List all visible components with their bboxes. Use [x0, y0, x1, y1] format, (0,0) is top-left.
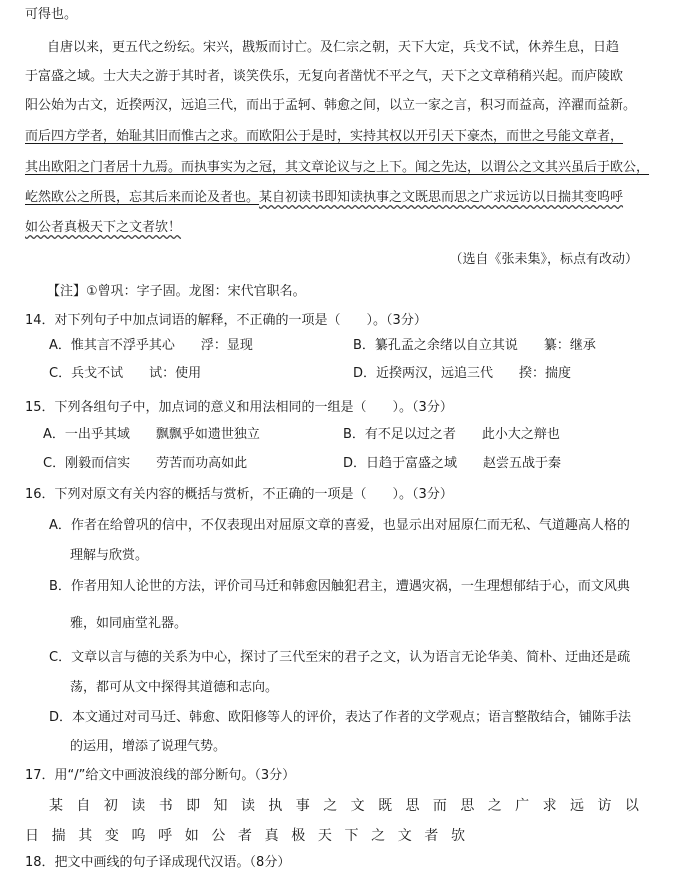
q16-option-d-cont: 的运用，增添了说理气势。 — [70, 739, 227, 754]
q16-option-a: A．作者在给曾巩的信中，不仅表现出对屈原文章的喜爱，也显示出对屈原仁而无私、气道趣高人格的 — [49, 518, 630, 533]
sentence-char: 初 — [103, 798, 118, 814]
underlined-line-1: 其出欧阳之门者居十九焉。而执事实为之冠，其文章论议与之上下。闻之先达，以谓公之文其兴虽后于欧公， — [25, 160, 650, 175]
q17-stem: 17．用“/”给文中画波浪线的部分断句。（3分） — [25, 768, 296, 783]
passage-line-2: 于富盛之域。士大夫之游于其时者，谈笑佚乐，无复向者凿忧不平之气，天下之文章稍稍兴起。而庐陵欧 — [25, 69, 624, 84]
sentence-char: 读 — [240, 798, 255, 814]
q16-option-c: C．文章以言与德的关系为中心，探讨了三代至宋的君子之文，认为语言无论华美、简朴、迂曲还是疏 — [49, 650, 631, 665]
sentence-char: 变 — [104, 828, 119, 844]
sentence-char: 真 — [264, 828, 279, 844]
passage-line-7 — [25, 218, 181, 238]
sentence-char: 之 — [323, 798, 338, 814]
sentence-char: 极 — [291, 828, 306, 844]
sentence-char: 之 — [371, 828, 386, 844]
sentence-char: 呼 — [158, 828, 173, 844]
q14-option-a: A．惟其言不浮乎其心 浮：显现 — [49, 338, 253, 353]
q16-option-b-cont: 雅，如同庙堂礼器。 — [70, 616, 188, 631]
q14-stem: 14．对下列句子中加点词语的解释，不正确的一项是（ ）。（3分） — [25, 313, 427, 328]
sentence-char: 下 — [344, 828, 359, 844]
q14-option-b: B．纂孔孟之余绪以自立其说 纂：继承 — [353, 338, 596, 353]
sentence-char: 而 — [432, 798, 447, 814]
sentence-char: 远 — [570, 798, 585, 814]
sentence-char: 文 — [350, 798, 365, 814]
sentence-char: 事 — [295, 798, 310, 814]
passage-line-3: 阳公始为古文，近揆两汉，远追三代，而出于孟轲、韩愈之间，以立一家之言，积习而益高，淬濯而益新。 — [25, 98, 637, 113]
sentence-char: 书 — [158, 798, 173, 814]
q16-option-a-cont: 理解与欣赏。 — [70, 548, 149, 563]
sentence-char: 执 — [268, 798, 283, 814]
sentence-char: 某 — [49, 798, 63, 814]
passage-line-6 — [25, 188, 623, 208]
sentence-char: 知 — [213, 798, 228, 814]
sentence-char: 自 — [76, 798, 91, 814]
sentence-char: 求 — [542, 798, 557, 814]
q14-option-d: D．近揆两汉，远追三代 揆：揣度 — [353, 366, 572, 381]
passage-line-1: 自唐以来，更五代之纷纭。宋兴，戡叛而讨亡。及仁宗之朝，天下大定，兵戈不试，休养生息，日趋 — [47, 40, 620, 55]
wavy-text: 某自初读书即知读执事之文既思而思之广求远访以日揣其变呜呼 — [259, 190, 624, 205]
q18-stem: 18．把文中画线的句子译成现代汉语。（8分） — [25, 855, 291, 870]
sentence-char: 如 — [184, 828, 199, 844]
q14-option-c: C．兵戈不试 试：使用 — [49, 366, 202, 381]
underlined-line-0: 而后四方学者，始耻其旧而惟古之求。而欧阳公于是时，实持其权以开引天下豪杰，而世之号能文章者， — [25, 129, 624, 144]
q15-option-c: C．刚毅而信实 劳苦而功高如此 — [43, 456, 248, 471]
q17-sentence-line-2 — [25, 826, 465, 846]
q15-stem: 15．下列各组句子中，加点词的意义和用法相同的一组是（ ）。（3分） — [25, 400, 453, 415]
sentence-char: 既 — [378, 798, 393, 814]
sentence-char: 文 — [397, 828, 412, 844]
sentence-char: 读 — [131, 798, 146, 814]
sentence-char: 思 — [460, 798, 475, 814]
q16-stem: 16．下列对原文有关内容的概括与赏析，不正确的一项是（ ）。（3分） — [25, 487, 453, 502]
q15-option-a: A．一出乎其域 飘飘乎如遗世独立 — [43, 427, 260, 442]
sentence-char: 呜 — [131, 828, 146, 844]
q15-option-b: B．有不足以过之者 此小大之辩也 — [343, 427, 560, 442]
sentence-char: 者 — [238, 828, 252, 844]
wavy-text-end: 如公者真极天下之文者欤！ — [25, 220, 182, 235]
sentence-char: 以 — [624, 798, 639, 814]
source-citation: （选自《张耒集》，标点有改动） — [449, 252, 638, 267]
sentence-char: 广 — [515, 798, 530, 814]
q15-option-d: D．日趋于富盛之域 赵尝五战于秦 — [343, 456, 562, 471]
sentence-char: 公 — [211, 828, 226, 844]
q16-option-d: D．本文通过对司马迁、韩愈、欧阳修等人的评价，表达了作者的文学观点；语言整散结合，铺陈手法 — [49, 710, 632, 725]
q16-option-c-cont: 荡，都可从文中探得其道德和志向。 — [70, 680, 279, 695]
sentence-char: 日 — [25, 828, 39, 844]
sentence-char: 访 — [597, 798, 612, 814]
sentence-char: 之 — [487, 798, 502, 814]
note: 【注】①曾巩：字子固。龙图：宋代官职名。 — [47, 284, 306, 299]
sentence-char: 即 — [186, 798, 201, 814]
sentence-char: 其 — [78, 828, 93, 844]
underlined-line-2: 屹然欧公之所畏，忘其后来而论及者也。 — [25, 190, 260, 205]
q17-sentence-line-1 — [49, 796, 639, 816]
q16-option-b: B．作者用知人论世的方法，评价司马迁和韩愈因触犯君主，遭遇灾祸，一生理想郁结于心，而文风典 — [49, 579, 630, 594]
sentence-char: 欤 — [451, 828, 465, 844]
sentence-char: 思 — [405, 798, 420, 814]
passage-line-0: 可得也。 — [25, 7, 78, 22]
sentence-char: 者 — [424, 828, 439, 844]
sentence-char: 天 — [317, 828, 332, 844]
sentence-char: 揣 — [51, 828, 66, 844]
